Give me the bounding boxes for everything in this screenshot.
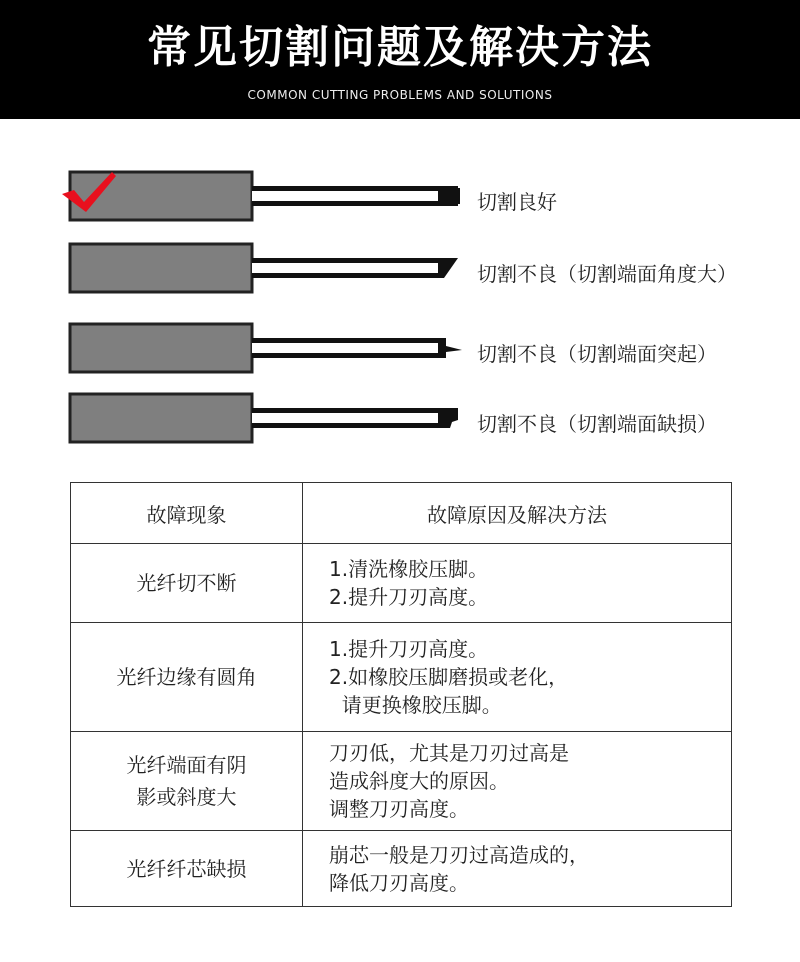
symptom-text: 光纤切不断 xyxy=(136,571,237,595)
table-row xyxy=(71,732,732,831)
table-row xyxy=(71,623,732,732)
solution-cell xyxy=(303,831,732,907)
solution-line: 1.提升刀刃高度。 xyxy=(329,637,489,661)
solution-line: 造成斜度大的原因。 xyxy=(329,769,509,793)
table-row xyxy=(71,544,732,623)
symptom-text: 光纤端面有阴 xyxy=(126,753,247,777)
solution-cell xyxy=(303,544,732,623)
column-header-solution: 故障原因及解决方法 xyxy=(303,483,732,544)
solution-line: 崩芯一般是刀刃过高造成的， xyxy=(329,842,589,867)
symptom-text: 光纤边缘有圆角 xyxy=(116,665,257,689)
checkmark-icon xyxy=(60,170,120,214)
table-header-row xyxy=(71,483,732,544)
solution-cell xyxy=(303,623,732,732)
troubleshooting-table xyxy=(70,482,732,907)
cut-case-chipped xyxy=(0,392,800,452)
cut-case-good xyxy=(0,170,800,230)
symptom-cell xyxy=(71,831,303,907)
cut-case-label: 切割不良（切割端面突起） xyxy=(477,342,717,366)
symptom-cell xyxy=(71,623,303,732)
page-subtitle: COMMON CUTTING PROBLEMS AND SOLUTIONS xyxy=(247,88,553,102)
symptom-text: 影或斜度大 xyxy=(136,785,237,809)
cut-case-label: 切割不良（切割端面缺损） xyxy=(477,412,717,436)
solution-line: 刀刃低，尤其是刀刃过高是 xyxy=(329,741,569,765)
table-row xyxy=(71,831,732,907)
solution-cell xyxy=(303,732,732,831)
cut-case-protrusion xyxy=(0,322,800,382)
fiber-protrusion-cut-illustration xyxy=(60,322,470,378)
cut-case-label: 切割良好 xyxy=(477,190,557,214)
solution-line: 调整刀刃高度。 xyxy=(329,797,469,821)
page-title: 常见切割问题及解决方法 xyxy=(147,22,653,73)
solution-line: 2.提升刀刃高度。 xyxy=(329,585,489,609)
cut-quality-diagram xyxy=(0,160,800,460)
symptom-cell xyxy=(71,732,303,831)
symptom-text: 光纤纤芯缺损 xyxy=(126,856,247,881)
header-banner xyxy=(0,0,800,119)
solution-line: 2.如橡胶压脚磨损或老化， xyxy=(329,665,569,689)
column-header-symptom: 故障现象 xyxy=(71,483,303,544)
symptom-cell xyxy=(71,544,303,623)
solution-line: 请更换橡胶压脚。 xyxy=(329,693,502,717)
solution-line: 1.清洗橡胶压脚。 xyxy=(329,557,489,581)
fiber-good-cut-illustration xyxy=(60,170,470,226)
fiber-chipped-cut-illustration xyxy=(60,392,470,448)
cut-case-angled xyxy=(0,242,800,302)
fiber-angled-cut-illustration xyxy=(60,242,470,298)
solution-line: 降低刀刃高度。 xyxy=(329,870,469,895)
cut-case-label: 切割不良（切割端面角度大） xyxy=(477,262,737,286)
